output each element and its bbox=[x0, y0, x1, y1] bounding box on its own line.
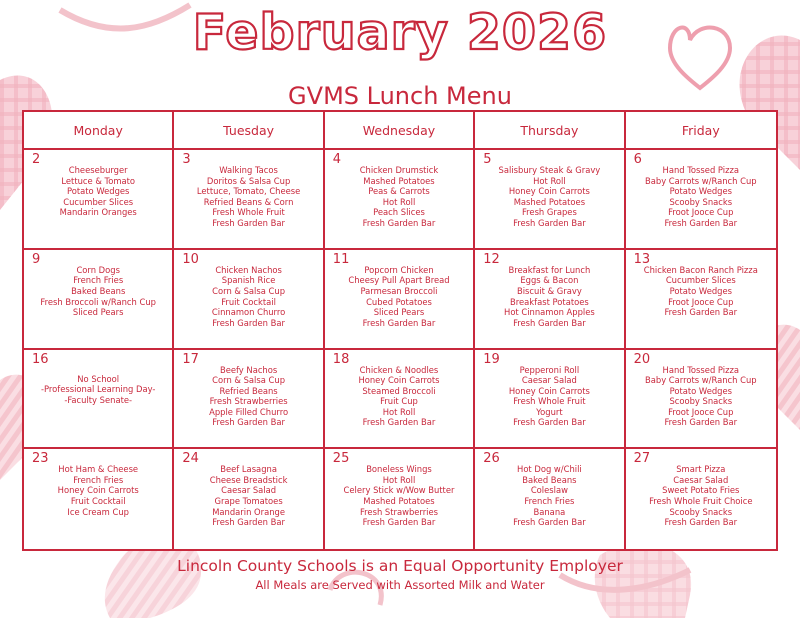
menu-item: Hot Ham & Cheese bbox=[58, 464, 139, 475]
menu-item: Sliced Pears bbox=[72, 307, 124, 318]
menu-item: Spanish Rice bbox=[221, 275, 276, 286]
menu-item: Fresh Garden Bar bbox=[362, 217, 436, 228]
menu-item: Honey Coin Carrots bbox=[508, 385, 590, 396]
menu-item: Walking Tacos bbox=[219, 165, 278, 175]
menu-item: Doritos & Salsa Cup bbox=[206, 175, 291, 186]
day-header-friday: Friday bbox=[626, 112, 776, 150]
menu-item: Fresh Whole Fruit Choice bbox=[649, 496, 753, 507]
day-cell bbox=[475, 350, 625, 450]
menu-item: Peas & Carrots bbox=[368, 186, 430, 197]
menu-item: Caesar Salad bbox=[521, 375, 577, 386]
day-number: 2 bbox=[32, 152, 41, 167]
menu-items bbox=[475, 365, 623, 429]
menu-item: Baby Carrots w/Ranch Cup bbox=[645, 175, 757, 186]
menu-item: Hot Cinnamon Apples bbox=[504, 307, 595, 318]
day-number: 16 bbox=[32, 351, 49, 367]
menu-subtitle: GVMS Lunch Menu bbox=[288, 82, 512, 110]
menu-items bbox=[325, 464, 473, 528]
menu-item: Steamed Broccoli bbox=[362, 385, 436, 396]
menu-item: Baked Beans bbox=[71, 285, 126, 296]
menu-item: Cubed Potatoes bbox=[366, 296, 432, 307]
day-number: 26 bbox=[483, 451, 500, 467]
menu-item: Cinnamon Churro bbox=[211, 307, 286, 318]
day-cell bbox=[626, 449, 776, 549]
menu-item: Fresh Garden Bar bbox=[513, 417, 586, 428]
menu-item: Fresh Broccoli w/Ranch Cup bbox=[40, 296, 156, 307]
menu-item: Caesar Salad bbox=[673, 474, 729, 485]
menu-item: Potato Wedges bbox=[66, 186, 130, 197]
menu-item: Fresh Garden Bar bbox=[664, 417, 738, 428]
menu-item: Grape Tomatoes bbox=[214, 496, 283, 507]
menu-item: Cucumber Slices bbox=[665, 275, 736, 286]
menu-item: Yogurt bbox=[536, 406, 563, 417]
day-number: 20 bbox=[633, 351, 651, 367]
menu-items bbox=[24, 265, 172, 318]
menu-item: Scooby Snacks bbox=[669, 396, 733, 407]
menu-item: Eggs & Bacon bbox=[520, 275, 579, 286]
menu-item: Froot Jooce Cup bbox=[668, 207, 734, 218]
menu-item: Pepperoni Roll bbox=[519, 364, 580, 375]
menu-items bbox=[174, 165, 322, 229]
day-number: 4 bbox=[332, 152, 342, 167]
menu-items bbox=[626, 265, 776, 318]
menu-item: Cheesy Pull Apart Bread bbox=[348, 275, 450, 286]
menu-item: Celery Stick w/Wow Butter bbox=[343, 485, 455, 496]
day-cell bbox=[626, 250, 776, 350]
day-number: 3 bbox=[182, 152, 191, 167]
menu-item: Fruit Cup bbox=[380, 396, 418, 407]
day-number: 25 bbox=[332, 451, 350, 467]
menu-item: Fresh Whole Fruit bbox=[513, 396, 586, 407]
menu-item: Scooby Snacks bbox=[669, 196, 733, 207]
menu-item: Chicken Drumstick bbox=[359, 165, 439, 175]
day-cell bbox=[24, 350, 174, 450]
meals-note: All Meals are Served with Assorted Milk and Water bbox=[255, 578, 545, 592]
day-number: 12 bbox=[483, 251, 500, 267]
menu-item: Caesar Salad bbox=[221, 485, 277, 496]
menu-item: Corn & Salsa Cup bbox=[212, 285, 286, 296]
day-cell bbox=[174, 350, 324, 450]
menu-item: Hand Tossed Pizza bbox=[662, 364, 740, 375]
menu-item: Beefy Nachos bbox=[219, 364, 278, 375]
menu-item: French Fries bbox=[73, 474, 124, 485]
menu-item: Honey Coin Carrots bbox=[508, 186, 590, 197]
menu-item: Chicken & Noodles bbox=[359, 364, 439, 375]
day-number: 9 bbox=[32, 251, 41, 267]
day-number: 6 bbox=[633, 152, 642, 167]
menu-item: Fresh Garden Bar bbox=[362, 317, 436, 328]
menu-item: Fresh Strawberries bbox=[209, 396, 288, 407]
menu-item: Sweet Potato Fries bbox=[662, 485, 740, 496]
menu-item: Fresh Garden Bar bbox=[212, 217, 285, 228]
menu-item: Baby Carrots w/Ranch Cup bbox=[645, 375, 757, 386]
menu-item: Peach Slices bbox=[373, 207, 425, 218]
menu-item: Smart Pizza bbox=[676, 464, 726, 475]
menu-item: Fresh Grapes bbox=[521, 207, 577, 218]
menu-item: Chicken Bacon Ranch Pizza bbox=[643, 264, 758, 275]
menu-item: Fresh Garden Bar bbox=[212, 517, 285, 528]
menu-item: Chicken Nachos bbox=[215, 264, 282, 275]
menu-item: Corn Dogs bbox=[76, 264, 120, 275]
day-cell bbox=[475, 250, 625, 350]
menu-item: Fresh Garden Bar bbox=[362, 417, 436, 428]
menu-item: Scooby Snacks bbox=[669, 506, 733, 517]
day-header-wednesday: Wednesday bbox=[325, 112, 475, 150]
menu-item: Boneless Wings bbox=[366, 464, 432, 475]
equal-opportunity-statement: Lincoln County Schools is an Equal Opportunity Employer bbox=[177, 557, 623, 575]
menu-item: Hot Roll bbox=[382, 474, 416, 485]
day-cell bbox=[626, 150, 776, 250]
menu-item: Banana bbox=[533, 506, 566, 517]
menu-items bbox=[475, 165, 623, 229]
menu-item: Hot Roll bbox=[382, 406, 416, 417]
day-cell bbox=[174, 250, 324, 350]
menu-item: -Professional Learning Day- bbox=[40, 384, 156, 395]
menu-item: Honey Coin Carrots bbox=[57, 485, 139, 496]
menu-item: Ice Cream Cup bbox=[67, 506, 129, 517]
day-cell bbox=[325, 449, 475, 549]
menu-item: Fresh Garden Bar bbox=[513, 217, 586, 228]
menu-item: Cucumber Slices bbox=[63, 196, 134, 207]
menu-item: Potato Wedges bbox=[669, 385, 733, 396]
menu-item: Hot Dog w/Chili bbox=[517, 464, 582, 475]
day-number: 18 bbox=[332, 351, 350, 367]
menu-item: Hand Tossed Pizza bbox=[662, 165, 740, 175]
menu-item: Cheese Breadstick bbox=[209, 474, 288, 485]
page-title: February 2026 bbox=[192, 4, 608, 61]
menu-item: Fresh Garden Bar bbox=[362, 517, 436, 528]
menu-item: Cheeseburger bbox=[68, 165, 128, 175]
lunch-calendar-grid bbox=[22, 110, 778, 551]
menu-item: Mandarin Oranges bbox=[59, 207, 137, 218]
menu-item: Mashed Potatoes bbox=[363, 496, 435, 507]
day-cell bbox=[626, 350, 776, 450]
day-number: 19 bbox=[483, 351, 500, 367]
menu-item: Biscuit & Gravy bbox=[516, 285, 582, 296]
day-number: 11 bbox=[332, 251, 350, 267]
menu-item: Froot Jooce Cup bbox=[668, 296, 734, 307]
menu-items bbox=[475, 265, 623, 329]
day-cell bbox=[174, 449, 324, 549]
menu-item: Salisbury Steak & Gravy bbox=[498, 165, 601, 175]
menu-items bbox=[174, 464, 322, 528]
menu-item: Fruit Cocktail bbox=[70, 496, 126, 507]
menu-item: Froot Jooce Cup bbox=[668, 406, 734, 417]
menu-item: Breakfast for Lunch bbox=[508, 264, 591, 275]
day-number: 10 bbox=[182, 251, 199, 267]
menu-item: Refried Beans bbox=[219, 385, 278, 396]
menu-items bbox=[475, 464, 623, 528]
day-header-tuesday: Tuesday bbox=[174, 112, 324, 150]
menu-item: Hot Roll bbox=[533, 175, 566, 186]
day-cell bbox=[24, 250, 174, 350]
menu-item: Fresh Garden Bar bbox=[664, 307, 738, 318]
day-number: 5 bbox=[483, 152, 492, 167]
menu-item: Corn & Salsa Cup bbox=[212, 375, 286, 386]
day-cell bbox=[174, 150, 324, 250]
menu-item: Fresh Garden Bar bbox=[212, 317, 285, 328]
day-cell bbox=[325, 250, 475, 350]
menu-item: Breakfast Potatoes bbox=[510, 296, 589, 307]
day-number: 13 bbox=[633, 251, 651, 267]
menu-item: Fruit Cocktail bbox=[221, 296, 276, 307]
menu-item: Hot Roll bbox=[382, 196, 416, 207]
menu-items bbox=[626, 365, 776, 429]
menu-item: Refried Beans & Corn bbox=[203, 196, 294, 207]
menu-item: Popcorn Chicken bbox=[364, 264, 434, 275]
day-cell bbox=[24, 449, 174, 549]
day-number: 24 bbox=[182, 451, 199, 467]
menu-item: Potato Wedges bbox=[669, 186, 733, 197]
day-number: 23 bbox=[32, 451, 49, 467]
day-header-monday: Monday bbox=[24, 112, 174, 150]
menu-items bbox=[174, 365, 322, 429]
menu-item: Apple Filled Churro bbox=[209, 406, 289, 417]
menu-items bbox=[24, 374, 172, 406]
menu-item: Baked Beans bbox=[522, 474, 577, 485]
menu-items bbox=[24, 165, 172, 218]
day-number: 27 bbox=[633, 451, 651, 467]
menu-items bbox=[24, 464, 172, 517]
menu-item: Fresh Garden Bar bbox=[513, 517, 586, 528]
menu-item: Beef Lasagna bbox=[220, 464, 277, 475]
menu-items bbox=[174, 265, 322, 329]
menu-item: Fresh Strawberries bbox=[359, 506, 438, 517]
menu-item: Lettuce & Tomato bbox=[61, 175, 136, 186]
menu-item: Fresh Garden Bar bbox=[513, 317, 586, 328]
day-cell bbox=[475, 449, 625, 549]
menu-items bbox=[325, 265, 473, 329]
menu-items bbox=[325, 165, 473, 229]
day-cell bbox=[325, 150, 475, 250]
menu-item: Fresh Garden Bar bbox=[212, 417, 285, 428]
menu-item: French Fries bbox=[73, 275, 124, 286]
day-cell bbox=[475, 150, 625, 250]
menu-item: Sliced Pears bbox=[373, 307, 425, 318]
menu-item: Mashed Potatoes bbox=[513, 196, 586, 207]
menu-item: Mashed Potatoes bbox=[363, 175, 435, 186]
menu-item: Fresh Whole Fruit bbox=[212, 207, 285, 218]
day-number: 17 bbox=[182, 351, 199, 367]
menu-item: Potato Wedges bbox=[669, 285, 733, 296]
menu-item: Mandarin Orange bbox=[212, 506, 285, 517]
menu-item: Fresh Garden Bar bbox=[664, 517, 738, 528]
menu-item: -Faculty Senate- bbox=[64, 394, 133, 405]
menu-items bbox=[325, 365, 473, 429]
menu-item: Parmesan Broccoli bbox=[360, 285, 438, 296]
menu-item: No School bbox=[77, 373, 120, 384]
menu-item: Honey Coin Carrots bbox=[358, 375, 440, 386]
menu-item: Fresh Garden Bar bbox=[664, 217, 738, 228]
menu-item: French Fries bbox=[524, 496, 575, 507]
menu-item: Coleslaw bbox=[530, 485, 568, 496]
menu-items bbox=[626, 464, 776, 528]
menu-items bbox=[626, 165, 776, 229]
day-cell bbox=[24, 150, 174, 250]
day-cell bbox=[325, 350, 475, 450]
day-header-thursday: Thursday bbox=[475, 112, 625, 150]
menu-item: Lettuce, Tomato, Cheese bbox=[196, 186, 301, 197]
